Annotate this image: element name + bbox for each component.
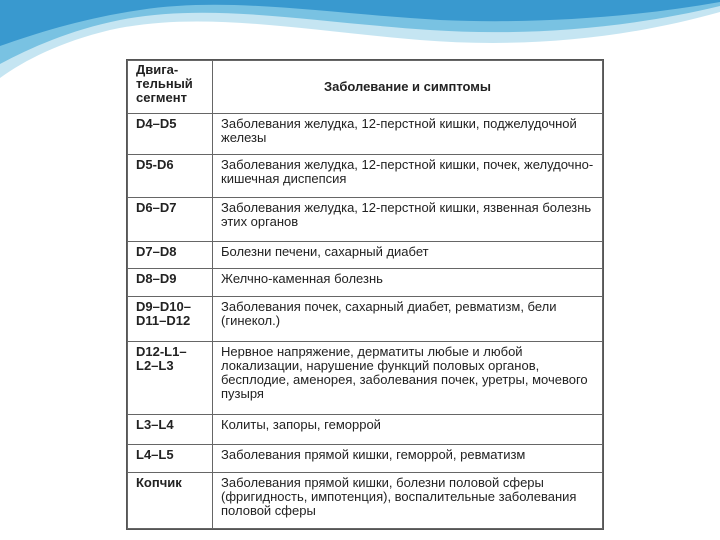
segment-cell: D12-L1– L2–L3 <box>128 342 213 415</box>
header-symptoms: Заболевание и симптомы <box>213 61 603 114</box>
segment-cell: D8–D9 <box>128 268 213 296</box>
segment-cell: L4–L5 <box>128 444 213 472</box>
segment-cell: L3–L4 <box>128 415 213 444</box>
segment-cell: Копчик <box>128 472 213 528</box>
table-row <box>128 268 603 296</box>
symptoms-cell: Нервное напряжение, дерматиты любые и любой локализации, нарушение функций половых органов, бесплодие, аменорея, заболевания почек, уретры, мочевого пузыря <box>213 342 603 415</box>
symptoms-cell: Заболевания желудка, 12-перстной кишки, почек, желудочно-кишечная диспепсия <box>213 155 603 198</box>
symptoms-cell: Заболевания желудка, 12-перстной кишки, язвенная болезнь этих органов <box>213 198 603 241</box>
symptoms-cell: Заболевания прямой кишки, болезни половой сферы (фригидность, импотенция), воспалительные заболевания половой сферы <box>213 472 603 528</box>
table-row <box>128 241 603 268</box>
vertebral-segment-table <box>126 59 604 530</box>
symptoms-cell: Заболевания желудка, 12-перстной кишки, поджелудочной железы <box>213 114 603 155</box>
symptoms-cell: Болезни печени, сахарный диабет <box>213 241 603 268</box>
table <box>127 60 603 529</box>
symptoms-cell: Заболевания прямой кишки, геморрой, ревматизм <box>213 444 603 472</box>
table-row <box>128 342 603 415</box>
table-row <box>128 198 603 241</box>
segment-cell: D7–D8 <box>128 241 213 268</box>
symptoms-cell: Желчно-каменная болезнь <box>213 268 603 296</box>
segment-cell: D4–D5 <box>128 114 213 155</box>
symptoms-cell: Колиты, запоры, геморрой <box>213 415 603 444</box>
segment-cell: D5-D6 <box>128 155 213 198</box>
symptoms-cell: Заболевания почек, сахарный диабет, ревматизм, бели (гинекол.) <box>213 296 603 341</box>
table-row <box>128 114 603 155</box>
table-row <box>128 155 603 198</box>
table-row <box>128 444 603 472</box>
table-row <box>128 296 603 341</box>
header-segment: Двига- тельный сегмент <box>128 61 213 114</box>
table-row <box>128 415 603 444</box>
table-header-row <box>128 61 603 114</box>
segment-cell: D9–D10– D11–D12 <box>128 296 213 341</box>
table-row <box>128 472 603 528</box>
segment-cell: D6–D7 <box>128 198 213 241</box>
